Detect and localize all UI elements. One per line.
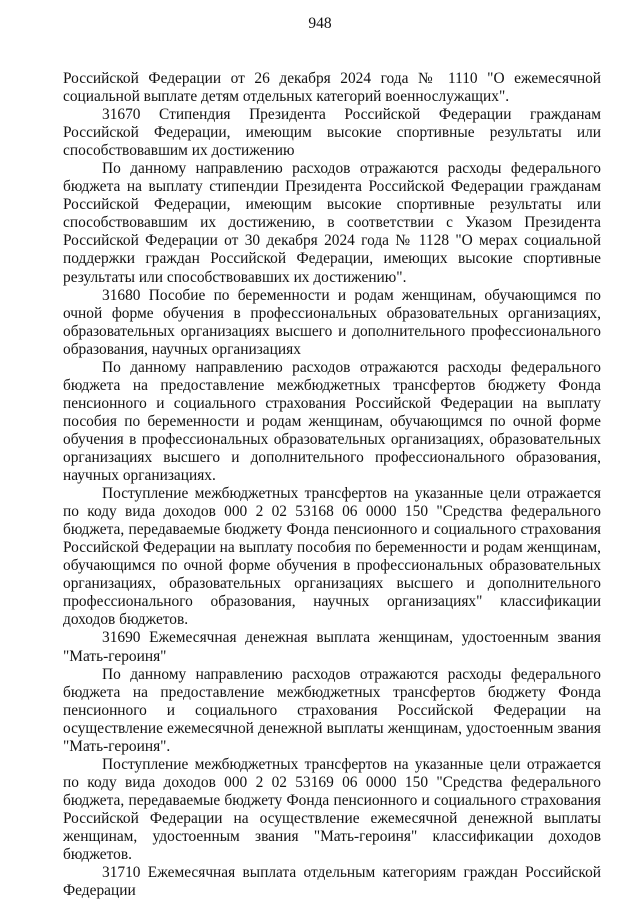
section-heading-31710: 31710 Ежемесячная выплата отдельным категориям граждан Российской Федерации xyxy=(63,864,601,900)
paragraph-31680-description: По данному направлению расходов отражаются расходы федерального бюджета на предоставление межбюджетных трансфертов бюджету Фонда пенсионного и социального страхования Российской Федерации на выплату пособия по беременности и родам женщинам, обучающимся по очной форме обучения в профессиональных образовательных организациях, образовательных организациях высшего и дополнительного профессионального образования, научных организациях. xyxy=(63,358,601,485)
section-heading-31690: 31690 Ежемесячная денежная выплата женщинам, удостоенным звания "Мать-героиня" xyxy=(63,629,601,665)
page-number: 948 xyxy=(308,15,332,32)
document-body xyxy=(63,70,601,900)
paragraph-31690-income-code: Поступление межбюджетных трансфертов на указанные цели отражается по коду вида доходов 000 2 02 53169 06 0000 150 "Средства федерального бюджета, передаваемые бюджету Фонда пенсионного и социального страхования Российской Федерации на осуществление ежемесячной денежной выплаты женщинам, удостоенным звания "Мать-героиня" классификации доходов бюджетов. xyxy=(63,755,601,864)
paragraph-31680-income-code: Поступление межбюджетных трансфертов на указанные цели отражается по коду вида доходов 000 2 02 53168 06 0000 150 "Средства федерального бюджета, передаваемые бюджету Фонда пенсионного и социального страхования Российской Федерации на выплату пособия по беременности и родам женщинам, обучающимся по очной форме обучения в профессиональных образовательных организациях, образовательных организациях высшего и дополнительного профессионального образования, научных организациях" классификации доходов бюджетов. xyxy=(63,485,601,629)
section-heading-31680: 31680 Пособие по беременности и родам женщинам, обучающимся по очной форме обучения в профессиональных образовательных организациях, образовательных организациях высшего и дополнительного профессионального образования, научных организациях xyxy=(63,286,601,358)
paragraph-continuation: Российской Федерации от 26 декабря 2024 года № 1110 "О ежемесячной социальной выплате детям отдельных категорий военнослужащих". xyxy=(63,70,601,106)
section-heading-31670: 31670 Стипендия Президента Российской Федерации гражданам Российской Федерации, имеющим высокие спортивные результаты или способствовавшим их достижению xyxy=(63,106,601,160)
paragraph-31690-description: По данному направлению расходов отражаются расходы федерального бюджета на предоставление межбюджетных трансфертов бюджету Фонда пенсионного и социального страхования Российской Федерации на осуществление ежемесячной денежной выплаты женщинам, удостоенным звания "Мать-героиня". xyxy=(63,665,601,755)
paragraph-31670-description: По данному направлению расходов отражаются расходы федерального бюджета на выплату стипендии Президента Российской Федерации гражданам Российской Федерации, имеющим высокие спортивные результаты или способствовавшим их достижению, в соответствии с Указом Президента Российской Федерации от 30 декабря 2024 года № 1128 "О мерах социальной поддержки граждан Российской Федерации, имеющих высокие спортивные результаты или способствовавших их достижению". xyxy=(63,160,601,286)
